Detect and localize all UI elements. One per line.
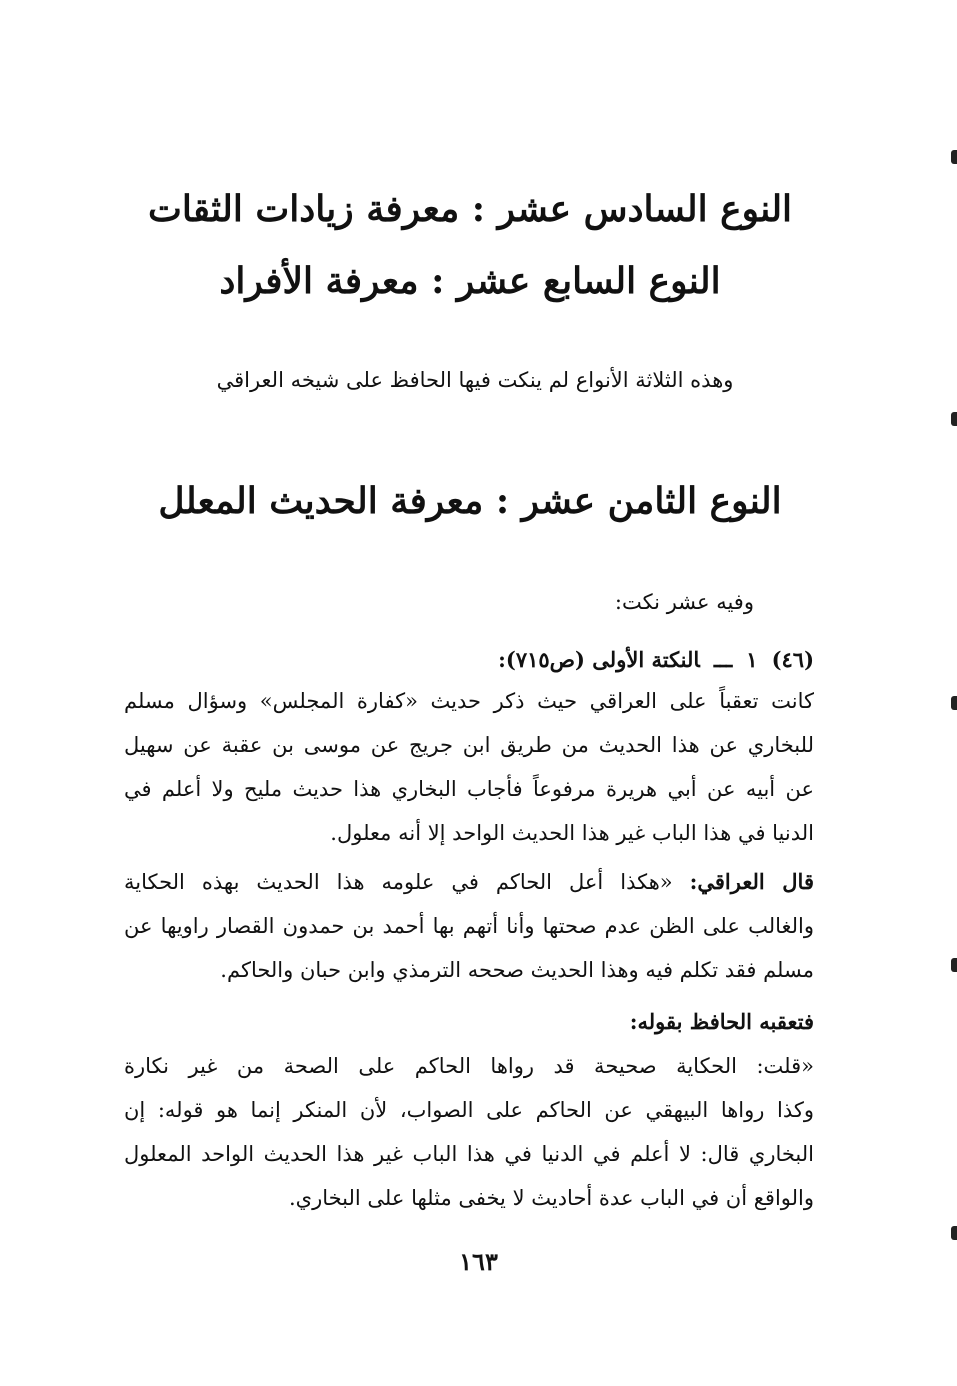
paragraph-line: «قلت: الحكاية صحيحة قد رواها الحاكم على الصحة من غير نكارة <box>124 1054 814 1078</box>
paragraph-line: الدنيا في هذا الباب غير هذا الحديث الواحد إلا أنه معلول. <box>330 821 814 845</box>
page-number: ١٦٣ <box>459 1247 498 1276</box>
chapter-heading-16: النوع السادس عشر : معرفة زيادات الثقات <box>147 188 793 230</box>
paragraph-line: كانت تعقباً على العراقي حيث ذكر حديث «كفارة المجلس» وسؤال مسلم <box>124 689 814 713</box>
paragraph-1 <box>124 679 814 855</box>
edge-mark <box>951 696 957 710</box>
paragraph-line: للبخاري عن هذا الحديث من طريق ابن جريج عن موسى بن عقبة عن سهيل <box>124 733 814 757</box>
point-title: النكتة الأولى (ص٧١٥): <box>498 647 700 672</box>
intro-line: وفيه عشر نكت: <box>614 590 754 614</box>
edge-mark <box>951 412 957 426</box>
edge-mark <box>951 1226 957 1240</box>
point-heading <box>498 640 814 680</box>
point-number: (٤٦) <box>771 647 814 672</box>
chapter-heading-18: النوع الثامن عشر : معرفة الحديث المعلل <box>158 480 782 522</box>
paragraph-line <box>124 860 814 904</box>
paragraph-line: والواقع أن في الباب عدة أحاديث لا يخفى مثلها على البخاري. <box>288 1186 814 1210</box>
point-dash: ـــ <box>713 647 733 672</box>
paragraph-line: عن أبيه عن أبي هريرة مرفوعاً فأجاب البخاري هذا حديث مليح ولا أعلم في <box>124 777 814 801</box>
paragraph-line: مسلم فقد تكلم فيه وهذا الحديث صححه الترمذي وابن حبان والحاكم. <box>220 958 814 982</box>
chapter-note: وهذه الثلاثة الأنواع لم ينكت فيها الحافظ على شيخه العراقي <box>216 368 734 392</box>
section-label: فتعقبه الحافظ بقوله: <box>629 1009 814 1034</box>
point-index: ١ <box>746 647 758 672</box>
chapter-heading-17: النوع السابع عشر : معرفة الأفراد <box>219 260 721 302</box>
quote-lead: قال العراقي: <box>689 869 814 894</box>
edge-mark <box>951 150 957 164</box>
paragraph-line: البخاري قال: لا أعلم في الدنيا في هذا الباب غير هذا الحديث الواحد المعلول <box>124 1142 814 1166</box>
paragraph-line: والغالب على الظن عدم صحتها وأنا أتهم بها أحمد بن حمدون القصار راويها عن <box>124 914 814 938</box>
paragraph-3 <box>124 1044 814 1220</box>
edge-mark <box>951 958 957 972</box>
quote-text: «هكذا أعل الحاكم في علومه هذا الحديث بهذه الحكاية <box>124 870 673 894</box>
paragraph-2 <box>124 860 814 992</box>
paragraph-line: وكذا رواها البيهقي عن الحاكم على الصواب، لأن المنكر إنما هو قوله: إن <box>124 1098 814 1122</box>
